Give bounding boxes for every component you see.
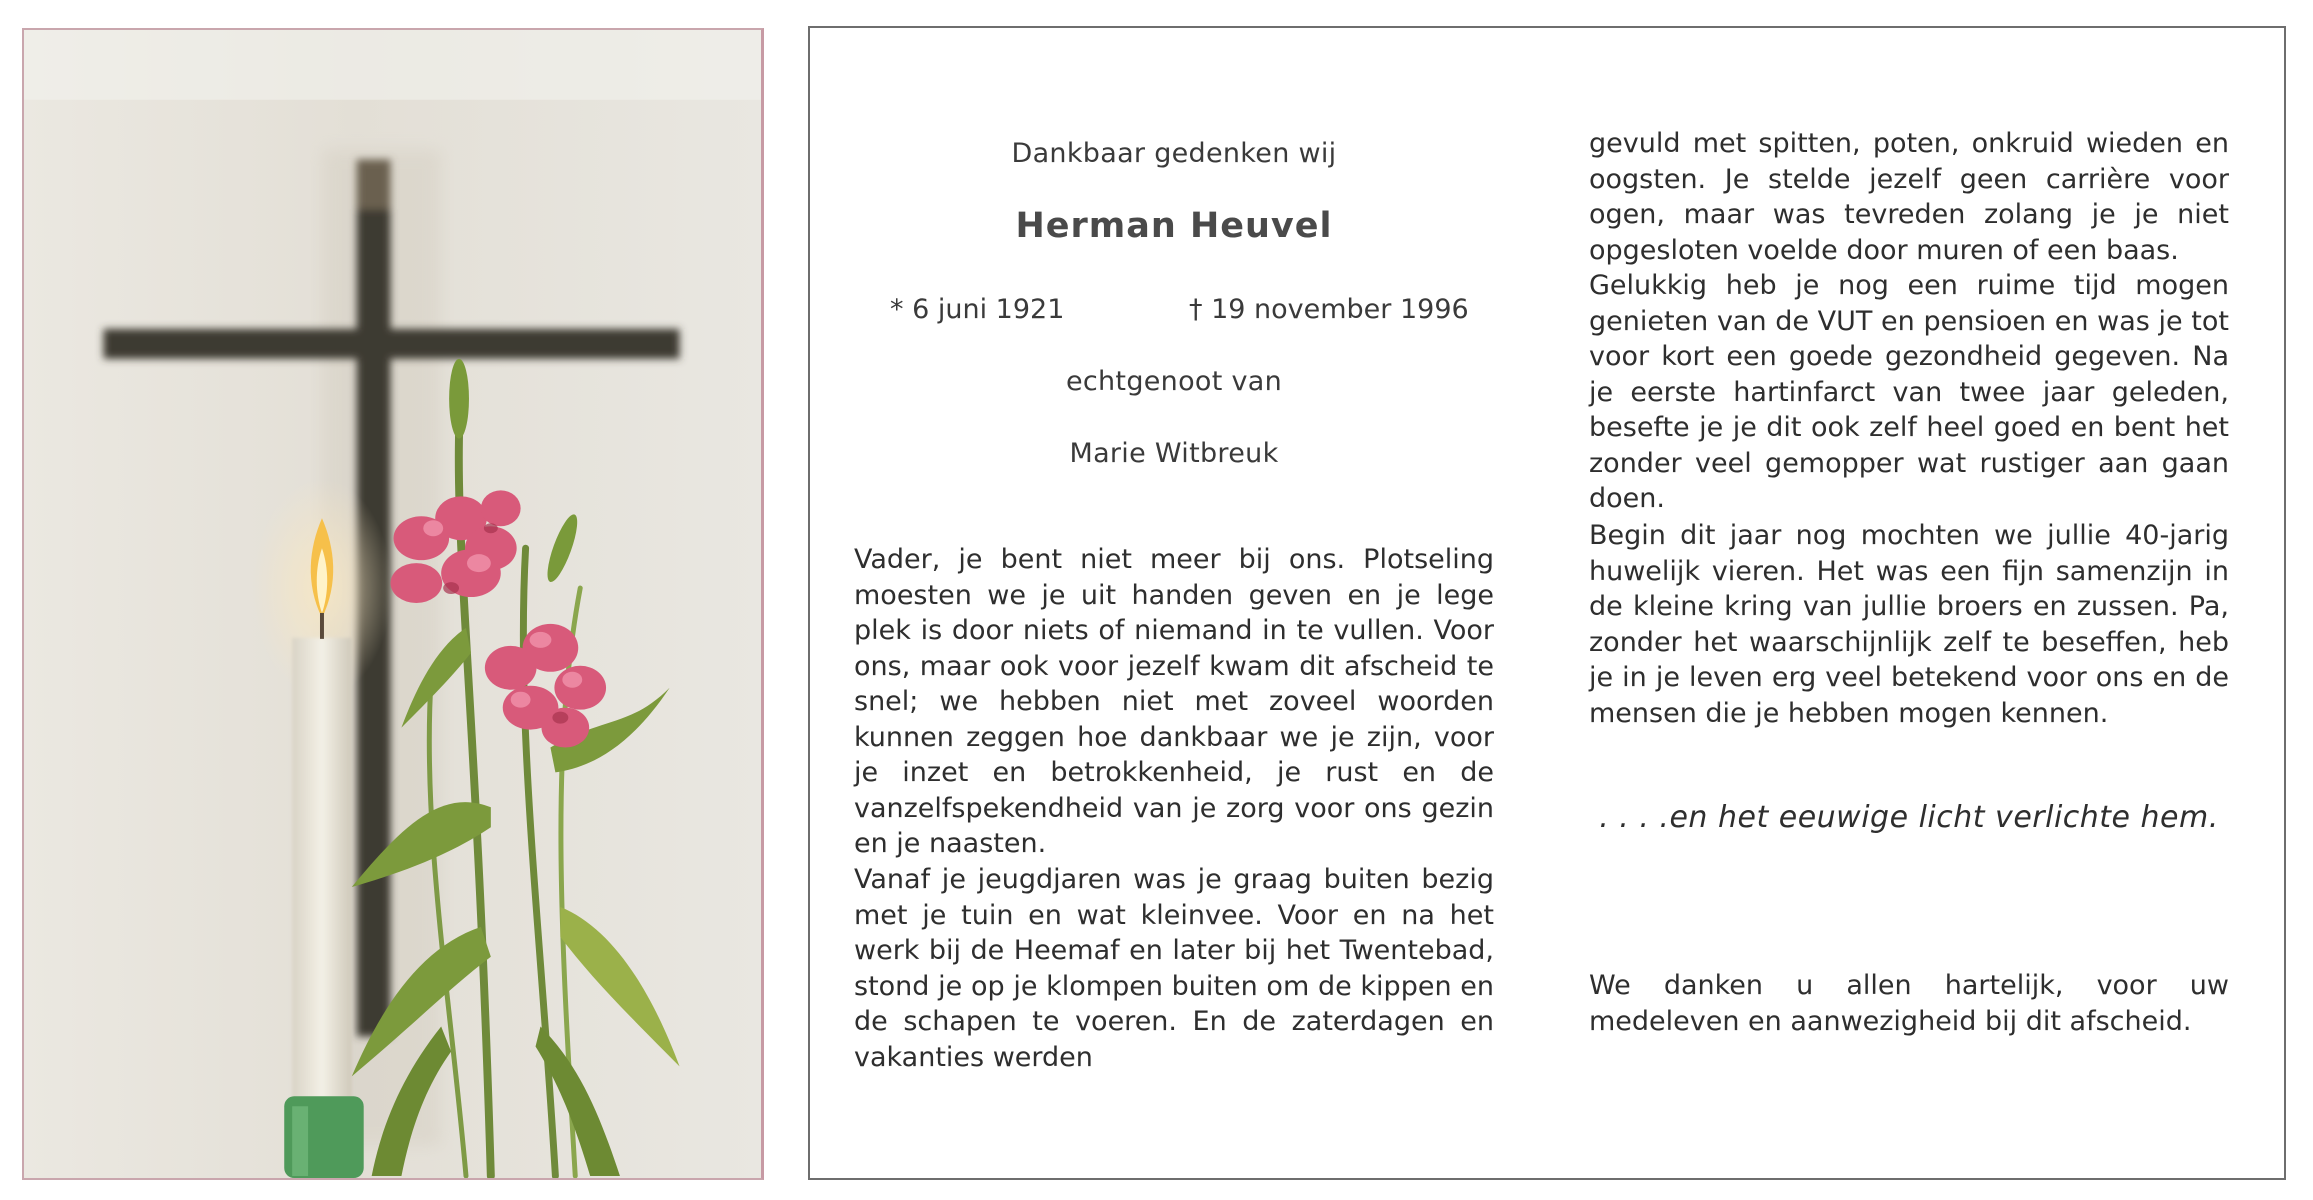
left-column [854,28,1494,1178]
memorial-photo [22,28,764,1180]
birth-date: * 6 juni 1921 [890,294,1065,325]
right-column [1589,28,2229,1178]
spouse-name: Marie Witbreuk [1069,438,1279,469]
paragraph-1: Vader, je bent niet meer bij ons. Plotseling moesten we je uit handen geven en je lege plek is door niets of niemand in te vullen. Voor ons, maar ook voor jezelf kwam dit afscheid te snel; we hebben niet met zoveel woorden kunnen zeggen hoe dankbaar we je zijn, voor je inzet en betrokkenheid, je rust en de vanzelfspekendheid van je zorg voor ons gezin en je naasten. [854,544,1494,859]
cross-candle-flowers-photo [24,30,761,1178]
paragraph-2: Vanaf je jeugdjaren was je graag buiten bezig met je tuin en wat kleinvee. Voor en na het werk bij de Heemaf en later bij het Twentebad, stond je op je klompen buiten om de kippen en de schapen te voeren. En de zaterdagen en vakanties werden [854,864,1494,1073]
memorial-text-card [808,26,2286,1180]
paragraph-3b: Gelukkig heb je nog een ruime tijd mogen genieten van de VUT en pensioen en was je tot voor kort een goede gezondheid gegeven. Na je eerste hartinfarct van twee jaar geleden, besefte je je dit ook zelf heel goed en bent het zonder veel gemopper wat rustiger aan gaan doen. [1589,270,2229,514]
life-dates [854,294,1494,334]
paragraph-4: Begin dit jaar nog mochten we jullie 40-jarig huwelijk vieren. Het was een fijn samenzijn in de kleine kring van jullie broers en zussen. Pa, zonder het waarschijnlijk zelf te beseffen, heb je in je leven erg veel betekend voor ons en de mensen die je hebben mogen kennen. [1589,520,2229,729]
closing-motto: . . . .en het eeuwige licht verlichte hem. [1599,800,2219,835]
deceased-name: Herman Heuvel [1015,206,1333,246]
death-date: † 19 november 1996 [1189,294,1469,325]
thanks-note: We danken u allen hartelijk, voor uw medeleven en aanwezigheid bij dit afscheid. [1589,970,2229,1037]
greeting: Dankbaar gedenken wij [1011,138,1337,169]
paragraph-3-block [1589,126,2229,517]
paragraph-3: gevuld met spitten, poten, onkruid wieden en oogsten. Je stelde jezelf geen carrière voor ogen, maar was tevreden zolang je je niet opgesloten voelde door muren of een baas. [1589,128,2229,266]
spouse-label: echtgenoot van [1065,366,1283,397]
